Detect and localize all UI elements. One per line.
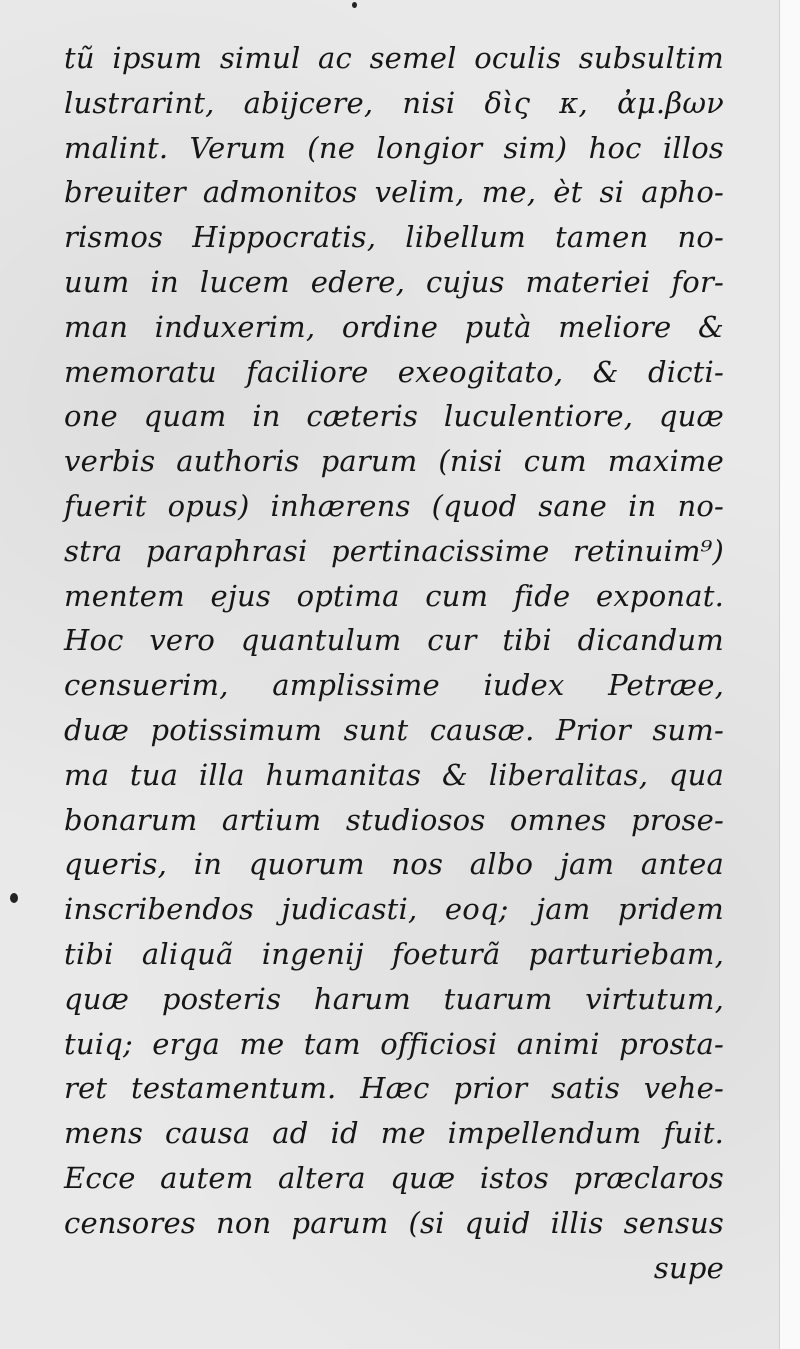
text-line: mentem ejus optima cum fide exponat. <box>64 578 724 613</box>
text-line: lustrarint, abijcere, nisi δὶς κ, ἀμ.βων <box>64 85 724 120</box>
text-line: tũ ipsum simul ac semel oculis subsultim <box>64 41 724 75</box>
text-line: duæ potissimum sunt causæ. Prior sum- <box>64 712 724 747</box>
text-line: rismos Hippocratis, libellum tamen no- <box>64 220 724 255</box>
text-line: inscribendos judicasti, eoq; jam pridem <box>64 892 724 927</box>
text-line: bonarum artium studiosos omnes prose- <box>64 802 724 837</box>
text-line: tuiq; erga me tam officiosi animi prosta- <box>64 1026 724 1061</box>
text-line: breuiter admonitos velim, me, èt si apho- <box>64 175 724 210</box>
text-line: censores non parum (si quid illis sensus <box>64 1205 724 1240</box>
ink-spot <box>352 2 357 8</box>
text-line: one quam in cæteris luculentiore, quæ <box>64 399 724 434</box>
text-line: quæ posteris harum tuarum virtutum, <box>64 981 724 1016</box>
text-line: ret testamentum. Hæc prior satis vehe- <box>64 1071 724 1106</box>
text-line: verbis authoris parum (nisi cum maxime <box>64 444 724 479</box>
text-line: mens causa ad id me impellendum fuit. <box>64 1116 724 1151</box>
text-line: uum in lucem edere, cujus materiei for- <box>64 264 724 299</box>
text-line: fuerit opus) inhærens (quod sane in no- <box>64 488 724 523</box>
page-text <box>64 36 724 1290</box>
text-line: ma tua illa humanitas & liberalitas, qua <box>64 757 724 792</box>
text-line: malint. Verum (ne longior sim) hoc illos <box>64 130 724 165</box>
text-line: censuerim, amplissime iudex Petræe, <box>64 668 724 703</box>
ink-spot <box>10 893 18 903</box>
text-line: man induxerim, ordine putà meliore & <box>64 309 724 344</box>
catchword: supe <box>653 1250 724 1285</box>
page-edge <box>779 0 800 1349</box>
text-line: queris, in quorum nos albo jam antea <box>64 847 724 882</box>
text-line: memoratu faciliore exeogitato, & dicti- <box>64 354 724 389</box>
text-line: tibi aliquã ingenij foeturã parturiebam, <box>64 936 724 971</box>
text-line: Ecce autem altera quæ istos præclaros <box>64 1160 724 1195</box>
text-line: Hoc vero quantulum cur tibi dicandum <box>64 623 724 658</box>
text-line: stra paraphrasi pertinacissime retinuim⁹) <box>64 533 724 568</box>
